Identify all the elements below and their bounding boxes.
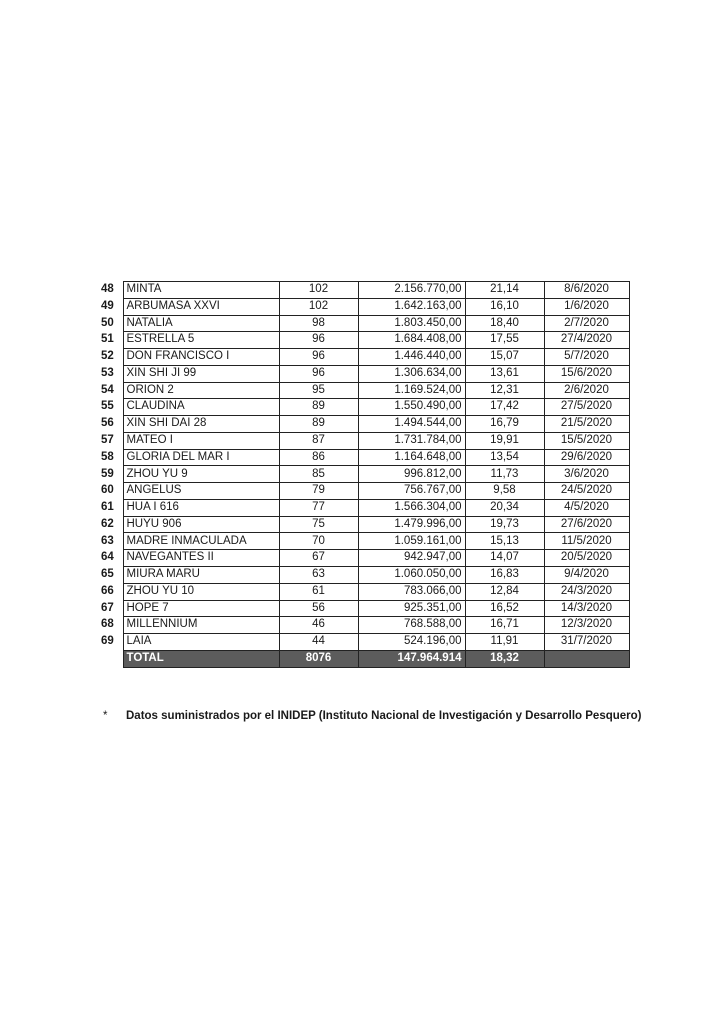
- table-row: [94, 583, 629, 600]
- quantity-cell: 63: [279, 567, 358, 584]
- table-row: [94, 466, 629, 483]
- footnote-mark: *: [103, 710, 108, 722]
- table-row: [94, 499, 629, 516]
- amount-cell: 1.566.304,00: [358, 499, 465, 516]
- row-number: 51: [101, 333, 114, 346]
- amount-cell: 783.066,00: [358, 583, 465, 600]
- quantity-cell: 96: [279, 349, 358, 366]
- date-cell: 29/6/2020: [544, 449, 629, 466]
- row-number: 54: [101, 383, 114, 396]
- date-cell: 15/6/2020: [544, 365, 629, 382]
- date-cell: 31/7/2020: [544, 634, 629, 651]
- row-number: 56: [101, 417, 114, 430]
- rate-cell: 16,83: [465, 567, 544, 584]
- vessel-name-cell: GLORIA DEL MAR I: [123, 449, 279, 466]
- vessel-name-cell: NATALIA: [123, 315, 279, 332]
- rate-cell: 21,14: [465, 282, 544, 299]
- table-row: [94, 298, 629, 315]
- vessel-name-cell: HUA I 616: [123, 499, 279, 516]
- table-row: [94, 533, 629, 550]
- rate-cell: 12,31: [465, 382, 544, 399]
- vessel-name-cell: XIN SHI DAI 28: [123, 416, 279, 433]
- date-cell: 24/5/2020: [544, 483, 629, 500]
- table-body: [94, 282, 629, 668]
- date-cell: 9/4/2020: [544, 567, 629, 584]
- amount-cell: 2.156.770,00: [358, 282, 465, 299]
- date-cell: 8/6/2020: [544, 282, 629, 299]
- quantity-cell: 77: [279, 499, 358, 516]
- table-row: [94, 332, 629, 349]
- amount-cell: 524.196,00: [358, 634, 465, 651]
- quantity-cell: 46: [279, 617, 358, 634]
- table-row: [94, 483, 629, 500]
- rate-cell: 14,07: [465, 550, 544, 567]
- date-cell: 4/5/2020: [544, 499, 629, 516]
- rate-cell: 13,61: [465, 365, 544, 382]
- row-number: 66: [101, 584, 114, 597]
- date-cell: 12/3/2020: [544, 617, 629, 634]
- rate-cell: 16,79: [465, 416, 544, 433]
- amount-cell: 1.684.408,00: [358, 332, 465, 349]
- row-number: 57: [101, 434, 114, 447]
- date-cell: 3/6/2020: [544, 466, 629, 483]
- rate-cell: 18,40: [465, 315, 544, 332]
- table-row: [94, 634, 629, 651]
- vessel-name-cell: MIURA MARU: [123, 567, 279, 584]
- vessel-name-cell: ANGELUS: [123, 483, 279, 500]
- total-row: [94, 650, 629, 667]
- date-cell: 2/7/2020: [544, 315, 629, 332]
- amount-cell: 1.306.634,00: [358, 365, 465, 382]
- rate-cell: 12,84: [465, 583, 544, 600]
- rate-cell: 13,54: [465, 449, 544, 466]
- quantity-cell: 96: [279, 332, 358, 349]
- total-rate: 18,32: [465, 650, 544, 667]
- vessel-name-cell: ARBUMASA XXVI: [123, 298, 279, 315]
- row-number: 68: [101, 618, 114, 631]
- quantity-cell: 102: [279, 298, 358, 315]
- row-number: 49: [101, 299, 114, 312]
- amount-cell: 1.731.784,00: [358, 432, 465, 449]
- vessel-name-cell: LAIA: [123, 634, 279, 651]
- date-cell: 24/3/2020: [544, 583, 629, 600]
- vessel-name-cell: MATEO I: [123, 432, 279, 449]
- vessel-name-cell: ORION 2: [123, 382, 279, 399]
- quantity-cell: 98: [279, 315, 358, 332]
- quantity-cell: 102: [279, 282, 358, 299]
- total-amount: 147.964.914: [358, 650, 465, 667]
- quantity-cell: 96: [279, 365, 358, 382]
- rate-cell: 9,58: [465, 483, 544, 500]
- date-cell: 2/6/2020: [544, 382, 629, 399]
- vessel-name-cell: MINTA: [123, 282, 279, 299]
- date-cell: 27/4/2020: [544, 332, 629, 349]
- vessel-name-cell: CLAUDINA: [123, 399, 279, 416]
- quantity-cell: 89: [279, 399, 358, 416]
- rate-cell: 15,07: [465, 349, 544, 366]
- date-cell: 27/6/2020: [544, 516, 629, 533]
- total-label: TOTAL: [123, 650, 279, 667]
- row-number: 69: [101, 635, 114, 648]
- vessel-name-cell: HOPE 7: [123, 600, 279, 617]
- table-row: [94, 349, 629, 366]
- vessel-name-cell: ZHOU YU 9: [123, 466, 279, 483]
- vessel-name-cell: ESTRELLA 5: [123, 332, 279, 349]
- rate-cell: 16,52: [465, 600, 544, 617]
- quantity-cell: 89: [279, 416, 358, 433]
- amount-cell: 925.351,00: [358, 600, 465, 617]
- row-number: 50: [101, 316, 114, 329]
- quantity-cell: 87: [279, 432, 358, 449]
- row-number: 60: [101, 484, 114, 497]
- quantity-cell: 67: [279, 550, 358, 567]
- rate-cell: 16,10: [465, 298, 544, 315]
- table-row: [94, 315, 629, 332]
- date-cell: 1/6/2020: [544, 298, 629, 315]
- table-row: [94, 516, 629, 533]
- amount-cell: 1.642.163,00: [358, 298, 465, 315]
- table-row: [94, 617, 629, 634]
- table-row: [94, 282, 629, 299]
- date-cell: 20/5/2020: [544, 550, 629, 567]
- amount-cell: 1.060.050,00: [358, 567, 465, 584]
- date-cell: 14/3/2020: [544, 600, 629, 617]
- vessel-name-cell: NAVEGANTES II: [123, 550, 279, 567]
- rate-cell: 19,73: [465, 516, 544, 533]
- total-qty: 8076: [279, 650, 358, 667]
- total-date: [544, 650, 629, 667]
- amount-cell: 768.588,00: [358, 617, 465, 634]
- rate-cell: 17,42: [465, 399, 544, 416]
- row-number: 61: [101, 501, 114, 514]
- row-number: 52: [101, 350, 114, 363]
- table-row: [94, 567, 629, 584]
- row-number: 63: [101, 534, 114, 547]
- amount-cell: 1.550.490,00: [358, 399, 465, 416]
- rate-cell: 17,55: [465, 332, 544, 349]
- row-number: 58: [101, 450, 114, 463]
- amount-cell: 1.446.440,00: [358, 349, 465, 366]
- amount-cell: 1.164.648,00: [358, 449, 465, 466]
- date-cell: 15/5/2020: [544, 432, 629, 449]
- row-number: 55: [101, 400, 114, 413]
- table-row: [94, 399, 629, 416]
- rate-cell: 16,71: [465, 617, 544, 634]
- row-number: 48: [101, 283, 114, 296]
- row-number: 59: [101, 467, 114, 480]
- vessel-name-cell: MADRE INMACULADA: [123, 533, 279, 550]
- quantity-cell: 56: [279, 600, 358, 617]
- vessel-name-cell: MILLENNIUM: [123, 617, 279, 634]
- amount-cell: 942.947,00: [358, 550, 465, 567]
- amount-cell: 1.494.544,00: [358, 416, 465, 433]
- row-number: 62: [101, 517, 114, 530]
- vessel-name-cell: XIN SHI JI 99: [123, 365, 279, 382]
- amount-cell: 996.812,00: [358, 466, 465, 483]
- vessel-name-cell: ZHOU YU 10: [123, 583, 279, 600]
- table-row: [94, 550, 629, 567]
- rate-cell: 11,91: [465, 634, 544, 651]
- rate-cell: 19,91: [465, 432, 544, 449]
- quantity-cell: 79: [279, 483, 358, 500]
- date-cell: 11/5/2020: [544, 533, 629, 550]
- amount-cell: 756.767,00: [358, 483, 465, 500]
- table-row: [94, 449, 629, 466]
- table-row: [94, 600, 629, 617]
- quantity-cell: 70: [279, 533, 358, 550]
- vessel-catch-table: [94, 281, 630, 668]
- table-row: [94, 432, 629, 449]
- vessel-name-cell: HUYU 906: [123, 516, 279, 533]
- rate-cell: 20,34: [465, 499, 544, 516]
- footnote-text: Datos suministrados por el INIDEP (Instituto Nacional de Investigación y Desarrollo Pesquero): [126, 710, 642, 722]
- quantity-cell: 44: [279, 634, 358, 651]
- amount-cell: 1.479.996,00: [358, 516, 465, 533]
- row-number: 64: [101, 551, 114, 564]
- amount-cell: 1.059.161,00: [358, 533, 465, 550]
- total-row-number: [94, 650, 123, 667]
- amount-cell: 1.169.524,00: [358, 382, 465, 399]
- table-row: [94, 365, 629, 382]
- vessel-name-cell: DON FRANCISCO I: [123, 349, 279, 366]
- date-cell: 5/7/2020: [544, 349, 629, 366]
- date-cell: 27/5/2020: [544, 399, 629, 416]
- row-number: 67: [101, 601, 114, 614]
- quantity-cell: 75: [279, 516, 358, 533]
- row-number: 65: [101, 568, 114, 581]
- date-cell: 21/5/2020: [544, 416, 629, 433]
- amount-cell: 1.803.450,00: [358, 315, 465, 332]
- rate-cell: 11,73: [465, 466, 544, 483]
- row-number: 53: [101, 366, 114, 379]
- quantity-cell: 61: [279, 583, 358, 600]
- quantity-cell: 85: [279, 466, 358, 483]
- footnote: [103, 709, 643, 724]
- quantity-cell: 95: [279, 382, 358, 399]
- table-row: [94, 382, 629, 399]
- rate-cell: 15,13: [465, 533, 544, 550]
- quantity-cell: 86: [279, 449, 358, 466]
- table-row: [94, 416, 629, 433]
